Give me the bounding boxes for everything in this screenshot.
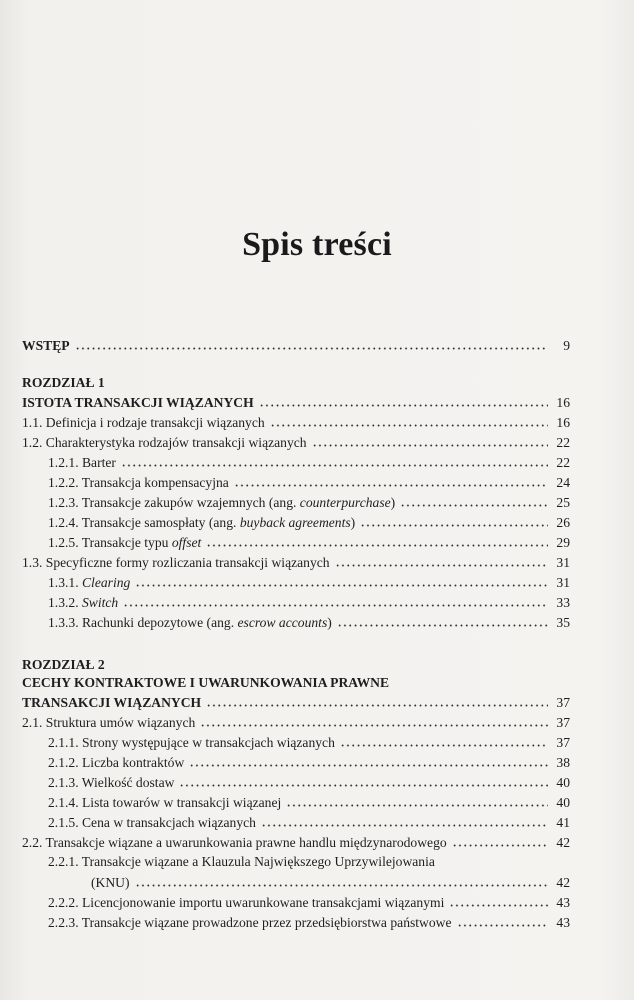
toc-label: 2.1. Struktura umów wiązanych <box>22 715 196 730</box>
toc-label: 2.2. Transakcje wiązane a uwarunkowania prawne handlu międzynarodowego <box>22 835 447 850</box>
toc-label: 2.1.1. Strony występujące w transakcjach wiązanych <box>48 735 335 750</box>
chapter-2-heading: ROZDZIAŁ 2 <box>22 657 105 672</box>
toc-page-number: 42 <box>556 835 570 850</box>
toc-label: 1.2. Charakterystyka rodzajów transakcji wiązanych <box>22 435 307 450</box>
toc-label: 2.2.2. Licencjonowanie importu uwarunkowane transakcjami wiązanymi <box>48 895 445 910</box>
toc-label: 1.2.2. Transakcja kompensacyjna <box>48 475 229 490</box>
toc-entry-1-2 <box>22 431 570 451</box>
dot-leader <box>335 564 548 567</box>
toc-label-italic: offset <box>171 535 202 550</box>
toc-page-number: 31 <box>556 555 570 570</box>
toc-label <box>48 494 395 511</box>
toc-label: 2.1.5. Cena w transakcjach wiązanych <box>48 815 256 830</box>
dot-leader <box>340 744 548 747</box>
toc-page-number: 26 <box>556 515 570 530</box>
toc-label-italic: buyback agreements <box>239 515 351 530</box>
toc-page-number: 40 <box>556 795 570 810</box>
dot-leader <box>189 764 548 767</box>
toc-label: WSTĘP <box>22 338 70 353</box>
toc-label: ISTOTA TRANSAKCJI WIĄZANYCH <box>22 395 254 410</box>
dot-leader <box>400 504 548 507</box>
toc-entry-1-3 <box>22 551 570 571</box>
dot-leader <box>121 464 548 467</box>
toc-page-number: 16 <box>556 415 570 430</box>
dot-leader <box>234 484 548 487</box>
toc-page-number: 42 <box>556 875 570 890</box>
dot-leader <box>457 924 548 927</box>
toc-page-number: 22 <box>556 455 570 470</box>
chapter-2-title-line-1: CECHY KONTRAKTOWE I UWARUNKOWANIA PRAWNE <box>22 675 390 690</box>
toc-entry-1-2-5 <box>48 531 570 551</box>
toc-entry-2-1-1 <box>48 731 570 751</box>
toc-page-number: 37 <box>556 715 570 730</box>
dot-leader <box>135 884 548 887</box>
toc-label: 1.1. Definicja i rodzaje transakcji wiązanych <box>22 415 265 430</box>
dot-leader <box>286 804 548 807</box>
toc-entry-2-2-1-line-1: 2.2.1. Transakcje wiązane a Klauzula Największego Uprzywilejowania <box>48 854 435 869</box>
toc-entry-chapter-2 <box>22 691 570 711</box>
dot-leader <box>206 544 548 547</box>
toc-label-italic: Switch <box>81 595 119 610</box>
toc-entry-2-1-4 <box>48 791 570 811</box>
toc-page-number: 24 <box>556 475 570 490</box>
dot-leader <box>200 724 548 727</box>
toc-label <box>48 534 201 551</box>
dot-leader <box>270 424 548 427</box>
toc-entry-1-2-3 <box>48 491 570 511</box>
toc-label: 1.3. Specyficzne formy rozliczania transakcji wiązanych <box>22 555 330 570</box>
toc-page-number: 25 <box>556 495 570 510</box>
toc-label: 2.1.3. Wielkość dostaw <box>48 775 175 790</box>
toc-label-suffix: ) <box>350 515 356 530</box>
toc-label <box>48 614 332 631</box>
toc-entry-2-1 <box>22 711 570 731</box>
toc-entry-2-2-3 <box>48 911 570 931</box>
toc-label-italic: Clearing <box>81 575 131 590</box>
toc-label-text: 1.3.2. <box>48 595 82 610</box>
toc-label-suffix: ) <box>390 495 396 510</box>
dot-leader <box>135 584 548 587</box>
toc-entry-2-1-2 <box>48 751 570 771</box>
dot-leader <box>123 604 548 607</box>
page-title: Spis treści <box>242 226 392 263</box>
toc-page-number: 37 <box>556 735 570 750</box>
toc-page-number: 35 <box>556 615 570 630</box>
toc-label-suffix: ) <box>327 615 332 630</box>
toc-entry-chapter-1 <box>22 391 570 411</box>
toc-page-number: 22 <box>556 435 570 450</box>
toc-entry-1-3-3 <box>48 611 570 631</box>
dot-leader <box>206 704 548 707</box>
toc-label: (KNU) <box>91 875 130 890</box>
toc-page-number: 29 <box>556 535 570 550</box>
dot-leader <box>75 347 548 350</box>
dot-leader <box>179 784 548 787</box>
toc-label: TRANSAKCJI WIĄZANYCH <box>22 695 202 710</box>
toc-label-italic: escrow accounts <box>237 615 328 630</box>
toc-label: 2.1.2. Liczba kontraktów <box>48 755 185 770</box>
toc-entry-1-2-1 <box>48 451 570 471</box>
dot-leader <box>261 824 548 827</box>
toc-entry-2-2-2 <box>48 891 570 911</box>
toc-label-text: 1.2.3. Transakcje zakupów wzajemnych (ang. <box>48 495 300 510</box>
toc-entry-2-2-1 <box>91 871 570 891</box>
toc-page-number: 33 <box>556 595 570 610</box>
toc-label-text: 1.3.3. Rachunki depozytowe (ang. <box>48 615 238 630</box>
toc-page-number: 16 <box>556 395 570 410</box>
toc-entry-1-1 <box>22 411 570 431</box>
toc-entry-1-2-2 <box>48 471 570 491</box>
dot-leader <box>449 904 548 907</box>
toc-page-number: 41 <box>556 815 570 830</box>
toc-label-text: 1.2.4. Transakcje samospłaty (ang. <box>48 515 240 530</box>
toc-entry-1-3-1 <box>48 571 570 591</box>
toc-label-text: 1.3.1. <box>48 575 82 590</box>
toc-label: 1.2.1. Barter <box>48 455 116 470</box>
toc-page-number: 37 <box>556 695 570 710</box>
toc-entry-1-3-2 <box>48 591 570 611</box>
toc-entry-1-2-4 <box>48 511 570 531</box>
toc-page-number: 31 <box>556 575 570 590</box>
toc-page-number: 38 <box>556 755 570 770</box>
toc-entry-2-1-5 <box>48 811 570 831</box>
toc-entry-2-2 <box>22 831 570 851</box>
toc-page-number: 9 <box>563 338 570 353</box>
toc-label: 2.2.3. Transakcje wiązane prowadzone przez przedsiębiorstwa państwowe <box>48 915 452 930</box>
toc-label <box>48 574 130 591</box>
toc-label <box>48 594 118 611</box>
toc-entry-2-1-3 <box>48 771 570 791</box>
toc-page-number: 40 <box>556 775 570 790</box>
toc-label <box>48 514 355 531</box>
toc-entry-intro <box>22 334 570 354</box>
dot-leader <box>259 404 548 407</box>
toc-page-number: 43 <box>556 895 570 910</box>
dot-leader <box>312 444 548 447</box>
toc-label-text: 1.2.5. Transakcje typu <box>48 535 172 550</box>
dot-leader <box>360 524 548 527</box>
dot-leader <box>452 844 548 847</box>
chapter-1-heading: ROZDZIAŁ 1 <box>22 375 105 390</box>
toc-label-italic: counterpurchase <box>299 495 391 510</box>
toc-label: 2.1.4. Lista towarów w transakcji wiązanej <box>48 795 282 810</box>
dot-leader <box>337 624 548 627</box>
toc-page-number: 43 <box>556 915 570 930</box>
